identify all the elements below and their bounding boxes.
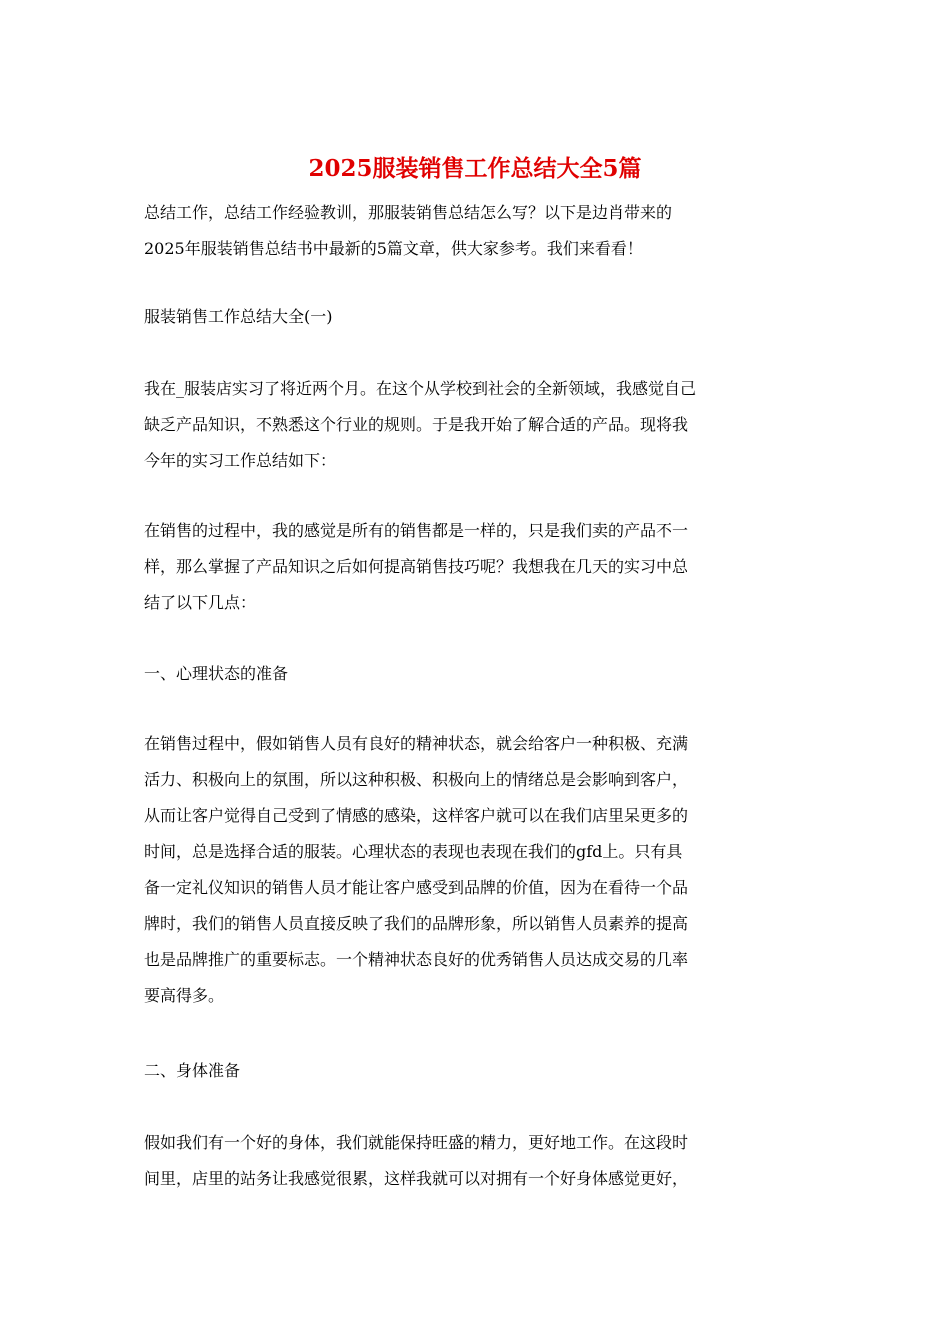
paragraph-3 bbox=[144, 726, 808, 1014]
subheading-text: 二、身体准备 bbox=[144, 1061, 241, 1080]
paragraph-4 bbox=[144, 1125, 808, 1197]
paragraph-line: 备一定礼仪知识的销售人员才能让客户感受到品牌的价值，因为在看待一个品 bbox=[144, 878, 689, 897]
paragraph-line: 我在_服装店实习了将近两个月。在这个从学校到社会的全新领域，我感觉自己 bbox=[144, 379, 697, 398]
section-heading-text: 服装销售工作总结大全(一) bbox=[144, 307, 333, 326]
paragraph-line: 缺乏产品知识，不熟悉这个行业的规则。于是我开始了解合适的产品。现将我 bbox=[144, 415, 689, 434]
paragraph-line: 也是品牌推广的重要标志。一个精神状态良好的优秀销售人员达成交易的几率 bbox=[144, 950, 689, 969]
paragraph-line: 要高得多。 bbox=[144, 986, 225, 1005]
paragraph-line: 假如我们有一个好的身体，我们就能保持旺盛的精力，更好地工作。在这段时 bbox=[144, 1133, 689, 1152]
document-title: 2025服装销售工作总结大全5篇 bbox=[308, 155, 642, 182]
paragraph-line: 样，那么掌握了产品知识之后如何提高销售技巧呢？我想我在几天的实习中总 bbox=[144, 557, 689, 576]
paragraph-1 bbox=[144, 371, 808, 479]
paragraph-line: 活力、积极向上的氛围，所以这种积极、积极向上的情绪总是会影响到客户， bbox=[144, 770, 689, 789]
paragraph-line: 结了以下几点： bbox=[144, 593, 257, 612]
paragraph-2 bbox=[144, 513, 808, 621]
paragraph-line: 间里，店里的站务让我感觉很累，这样我就可以对拥有一个好身体感觉更好， bbox=[144, 1169, 689, 1188]
paragraph-line: 在销售的过程中，我的感觉是所有的销售都是一样的，只是我们卖的产品不一 bbox=[144, 521, 689, 540]
paragraph-line: 在销售过程中，假如销售人员有良好的精神状态，就会给客户一种积极、充满 bbox=[144, 734, 689, 753]
section-heading bbox=[144, 299, 808, 335]
subheading-text: 一、心理状态的准备 bbox=[144, 664, 289, 683]
intro-paragraph bbox=[144, 195, 808, 267]
paragraph-line: 牌时，我们的销售人员直接反映了我们的品牌形象，所以销售人员素养的提高 bbox=[144, 914, 689, 933]
subheading-physical bbox=[144, 1053, 808, 1089]
intro-line: 2025年服装销售总结书中最新的5篇文章，供大家参考。我们来看看！ bbox=[144, 239, 643, 258]
paragraph-line: 从而让客户觉得自己受到了情感的感染，这样客户就可以在我们店里呆更多的 bbox=[144, 806, 689, 825]
subheading-mental bbox=[144, 656, 808, 692]
paragraph-line: 时间，总是选择合适的服装。心理状态的表现也表现在我们的gfd上。只有具 bbox=[144, 842, 683, 861]
paragraph-line: 今年的实习工作总结如下： bbox=[144, 451, 337, 470]
intro-line: 总结工作，总结工作经验教训，那服装销售总结怎么写？以下是边肖带来的 bbox=[144, 203, 673, 222]
